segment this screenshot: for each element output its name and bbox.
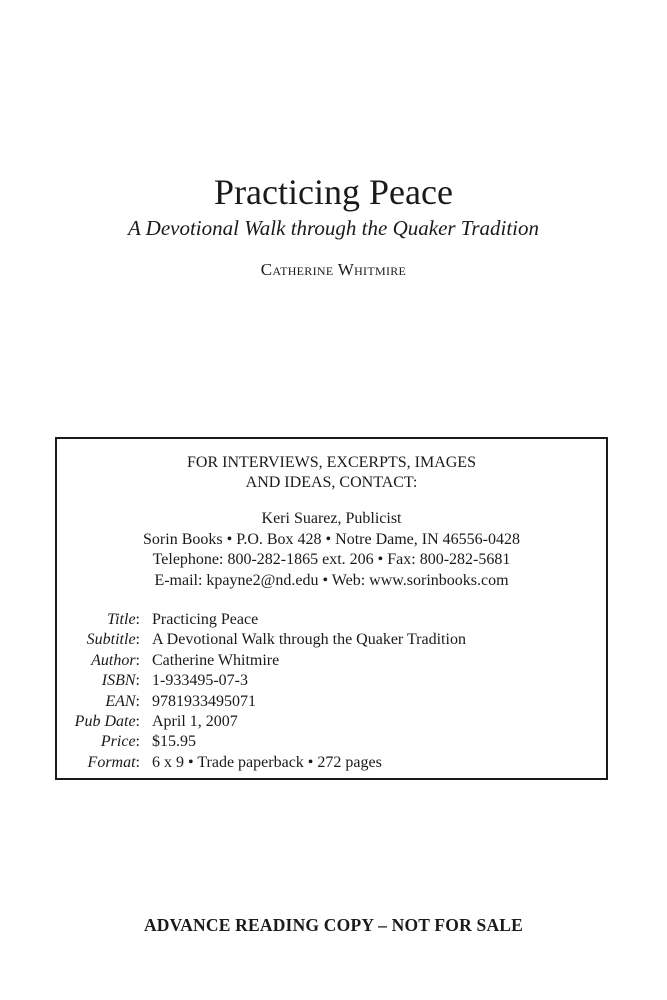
detail-label: ISBN bbox=[101, 672, 136, 690]
detail-label: Title bbox=[107, 611, 136, 628]
detail-row-ean: EAN: 9781933495071 bbox=[57, 692, 606, 712]
book-author: Catherine Whitmire bbox=[260, 260, 407, 279]
detail-label: Author bbox=[91, 651, 136, 669]
detail-row-pub-date: Pub Date: April 1, 2007 bbox=[57, 712, 606, 732]
book-details bbox=[57, 610, 606, 773]
publisher-address: Sorin Books • P.O. Box 428 • Notre Dame, IN 46556-0428 bbox=[143, 530, 520, 548]
detail-value: 1-933495-07-3 bbox=[152, 672, 248, 690]
detail-value: Practicing Peace bbox=[152, 611, 259, 628]
detail-label: Price bbox=[100, 733, 136, 751]
detail-value: $15.95 bbox=[152, 733, 196, 751]
detail-label: EAN bbox=[105, 692, 136, 710]
detail-row-subtitle: Subtitle: A Devotional Walk through the Quaker Tradition bbox=[57, 630, 606, 650]
detail-row-title: Title: Practicing Peace bbox=[57, 610, 606, 630]
publisher-email-web: E-mail: kpayne2@nd.edu • Web: www.sorinbooks.com bbox=[154, 571, 509, 589]
detail-row-isbn: ISBN: 1-933495-07-3 bbox=[57, 671, 606, 691]
detail-label: Format bbox=[87, 753, 136, 771]
publicity-contact-box bbox=[55, 437, 608, 780]
book-subtitle: A Devotional Walk through the Quaker Tradition bbox=[127, 216, 540, 240]
book-title: Practicing Peace bbox=[214, 172, 453, 212]
detail-value: Catherine Whitmire bbox=[152, 651, 280, 669]
advance-copy-notice: ADVANCE READING COPY – NOT FOR SALE bbox=[143, 915, 524, 935]
detail-value: 6 x 9 • Trade paperback • 272 pages bbox=[152, 753, 382, 771]
detail-label: Pub Date bbox=[74, 713, 136, 731]
publisher-phone-fax: Telephone: 800-282-1865 ext. 206 • Fax: 800-282-5681 bbox=[152, 551, 511, 568]
contact-heading bbox=[57, 453, 606, 493]
detail-row-price: Price: $15.95 bbox=[57, 732, 606, 752]
contact-heading-line-1: FOR INTERVIEWS, EXCERPTS, IMAGES bbox=[187, 454, 476, 471]
contact-heading-line-2: AND IDEAS, CONTACT: bbox=[245, 474, 418, 491]
contact-info bbox=[57, 509, 606, 591]
detail-value: A Devotional Walk through the Quaker Tradition bbox=[152, 631, 466, 649]
detail-label: Subtitle bbox=[86, 631, 136, 649]
detail-row-format: Format: 6 x 9 • Trade paperback • 272 pages bbox=[57, 753, 606, 773]
detail-value: April 1, 2007 bbox=[152, 713, 238, 731]
detail-row-author: Author: Catherine Whitmire bbox=[57, 651, 606, 671]
detail-value: 9781933495071 bbox=[152, 692, 256, 710]
publicist-name: Keri Suarez, Publicist bbox=[261, 510, 402, 527]
